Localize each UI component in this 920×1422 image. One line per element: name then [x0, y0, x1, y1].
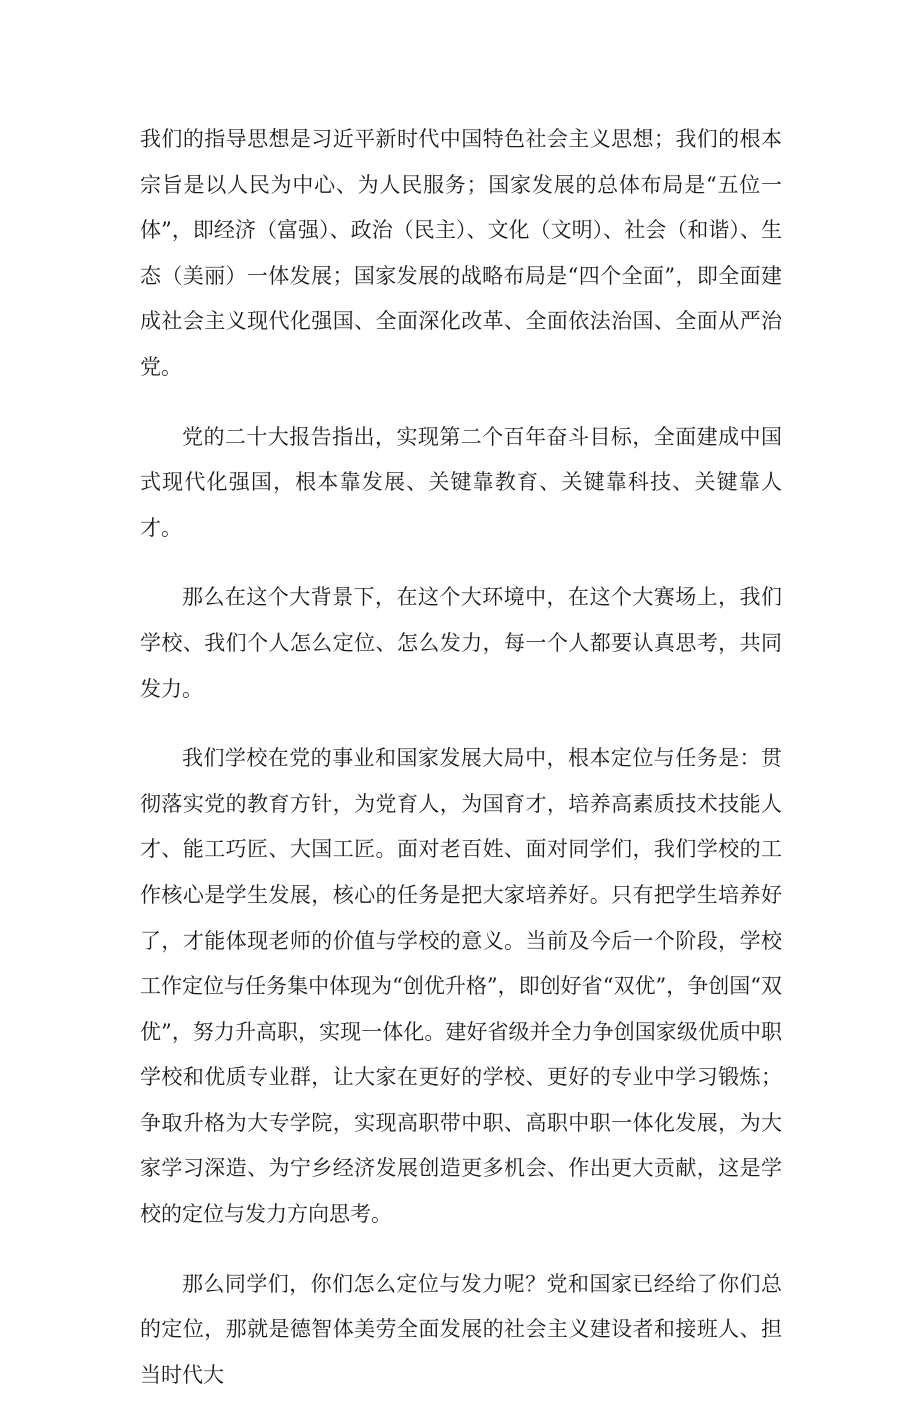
document-page — [140, 117, 782, 1422]
paragraph-school-positioning: 我们学校在党的事业和国家发展大局中，根本定位与任务是：贯彻落实党的教育方针，为党育人，为国育才，培养高素质技术技能人才、能工巧匠、大国工匠。面对老百姓、面对同学们，我们学校的工作核心是学生发展，核心的任务是把大家培养好。只有把学生培养好了，才能体现老师的价值与学校的意义。当前及今后一个阶段，学校工作定位与任务集中体现为“创优升格”，即创好省“双优”，争创国“双优”，努力升高职，实现一体化。建好省级并全力争创国家级优质中职学校和优质专业群，让大家在更好的学校、更好的专业中学习锻炼；争取升格为大专学院，实现高职带中职、高职中职一体化发展，为大家学习深造、为宁乡经济发展创造更多机会、作出更大贡献，这是学校的定位与发力方向思考。 — [140, 746, 782, 1227]
paragraph-twentieth-congress: 党的二十大报告指出，实现第二个百年奋斗目标，全面建成中国式现代化强国，根本靠发展、关键靠教育、关键靠科技、关键靠人才。 — [140, 424, 782, 540]
paragraph-guiding-thought: 我们的指导思想是习近平新时代中国特色社会主义思想；我们的根本宗旨是以人民为中心、为人民服务；国家发展的总体布局是“五位一体”，即经济（富强）、政治（民主）、文化（文明）、社会（和谐）、生态（美丽）一体发展；国家发展的战略布局是“四个全面”，即全面建成社会主义现代化强国、全面深化改革、全面依法治国、全面从严治党。 — [140, 127, 782, 379]
paragraph-students-positioning: 那么同学们，你们怎么定位与发力呢？党和国家已经给了你们总的定位，那就是德智体美劳全面发展的社会主义建设者和接班人、担当时代大 — [140, 1271, 782, 1387]
paragraph-positioning-question: 那么在这个大背景下，在这个大环境中，在这个大赛场上，我们学校、我们个人怎么定位、怎么发力，每一个人都要认真思考，共同发力。 — [140, 585, 782, 701]
